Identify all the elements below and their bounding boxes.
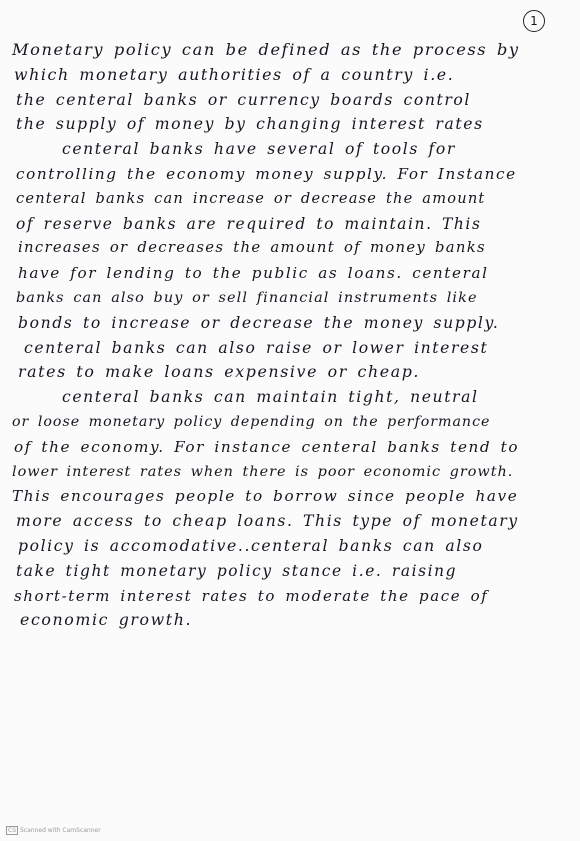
text-line: the supply of money by changing interest rates (16, 115, 484, 134)
text-line: This encourages people to borrow since people have (12, 487, 519, 506)
text-line: of the economy. For instance centeral banks tend to (14, 437, 520, 456)
text-line: or loose monetary policy depending on the performance (12, 413, 491, 430)
text-line: policy is accomodative..centeral banks can also (18, 536, 484, 555)
text-line: centeral banks can increase or decrease the amount (16, 189, 486, 207)
text-line: which monetary authorities of a country i.e. (14, 64, 455, 84)
text-line: rates to make loans expensive or cheap. (18, 362, 421, 382)
page-number: 1 (530, 14, 538, 28)
text-line: controlling the economy money supply. For Instance (16, 164, 517, 183)
text-line: the centeral banks or currency boards control (16, 90, 471, 109)
text-line: centeral banks can maintain tight, neutral (62, 388, 479, 407)
page-number-circle (523, 10, 545, 32)
text-line: short-term interest rates to moderate the pace of (14, 586, 489, 605)
text-line: increases or decreases the amount of money banks (18, 239, 486, 257)
text-line: more access to cheap loans. This type of monetary (16, 512, 519, 531)
text-line: centeral banks can also raise or lower interest (24, 338, 489, 357)
text-line: bonds to increase or decrease the money supply. (18, 313, 500, 332)
text-line: lower interest rates when there is poor economic growth. (12, 463, 514, 480)
text-line: Monetary policy can be defined as the process by (12, 40, 520, 59)
watermark-text: Scanned with CamScanner (20, 827, 101, 834)
text-line: centeral banks have several of tools for (62, 140, 456, 159)
text-line: economic growth. (20, 610, 193, 630)
text-line: of reserve banks are required to maintain. This (16, 214, 482, 233)
scanner-logo-icon: CS (8, 827, 16, 834)
text-line: have for lending to the public as loans. centeral (18, 264, 489, 283)
text-line: take tight monetary policy stance i.e. raising (16, 561, 458, 580)
handwritten-text-body (0, 38, 580, 633)
scanner-watermark (6, 826, 101, 835)
text-line: banks can also buy or sell financial instruments like (16, 289, 478, 306)
